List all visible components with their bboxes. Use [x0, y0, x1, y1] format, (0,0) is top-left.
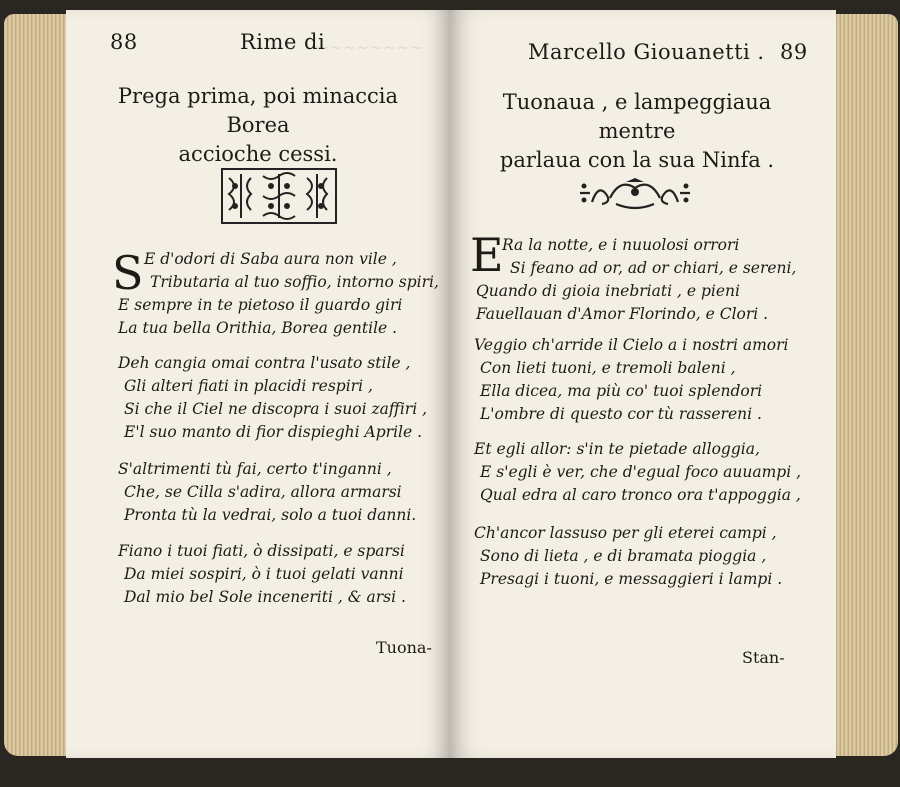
verse-line: Ch'ancor lassuso per gli eterei campi , — [474, 524, 777, 542]
verse-line: E'l suo manto di fior dispieghi Aprile . — [124, 423, 423, 441]
catchword: Stan- — [742, 648, 785, 667]
left-page — [66, 10, 450, 758]
verse-line: Deh cangia omai contra l'usato stile , — [118, 354, 411, 372]
running-head: Rime di — [240, 30, 326, 54]
page-number: 89 — [780, 40, 808, 64]
verse-line: L'ombre di questo cor tù rassereni . — [480, 405, 762, 423]
verse-line: Fiano i tuoi fiati, ò dissipati, e sparsi — [118, 542, 405, 560]
verse-line: Che, se Cilla s'adira, allora armarsi — [124, 483, 402, 501]
verse-line: Presagi i tuoni, e messaggieri i lampi . — [480, 570, 783, 588]
verse-line: Quando di gioia inebriati , e pieni — [476, 282, 740, 300]
verse-line: Ella dicea, ma più co' tuoi splendori — [480, 382, 763, 400]
verse-line: La tua bella Orithia, Borea gentile . — [118, 319, 398, 337]
poem-title — [86, 82, 430, 169]
stanza — [118, 540, 405, 609]
verse-line: Qual edra al caro tronco ora t'appoggia , — [480, 486, 801, 504]
verse-line: E sempre in te pietoso il guardo giri — [118, 296, 403, 314]
stanza — [476, 234, 797, 326]
verse-line: Da miei sospiri, ò i tuoi gelati vanni — [124, 565, 404, 583]
poem-title-line: parlaua con la sua Ninfa . — [499, 148, 775, 172]
verse-line: Et egli allor: s'in te pietade alloggia, — [474, 440, 760, 458]
right-page — [450, 10, 836, 758]
verse-line: Si feano ad or, ad or chiari, e sereni, — [510, 259, 797, 277]
poem-title-line: Tuonaua , e lampeggiaua mentre — [502, 90, 772, 143]
verse-line: Con lieti tuoni, e tremoli baleni , — [480, 359, 736, 377]
poem-title-line: accioche cessi. — [178, 142, 338, 166]
floral-headpiece-ornament — [221, 168, 337, 224]
verse-line: Sono di lieta , e di bramata pioggia , — [480, 547, 767, 565]
verse-line: E s'egli è ver, che d'egual foco auuampi , — [480, 463, 802, 481]
verse-line: Fauellauan d'Amor Florindo, e Clori . — [476, 305, 769, 323]
verse-line: Pronta tù la vedrai, solo a tuoi danni. — [124, 506, 417, 524]
verse-line: E d'odori di Saba aura non vile , — [144, 250, 397, 268]
page-edges-left — [4, 14, 66, 756]
verse-line: Ra la notte, e i nuuolosi orrori — [502, 236, 740, 254]
page-number: 88 — [110, 30, 138, 54]
stanza — [474, 522, 783, 591]
poem-title-line: Prega prima, poi minaccia Borea — [117, 84, 399, 137]
stanza — [118, 248, 439, 340]
verse-line: Gli alteri fiati in placidi respiri , — [124, 377, 373, 395]
stanza — [118, 352, 428, 444]
catchword: Tuona- — [376, 638, 432, 657]
stanza — [118, 458, 417, 527]
verse-line: S'altrimenti tù fai, certo t'inganni , — [118, 460, 392, 478]
stanza — [474, 438, 802, 507]
verse-line: Tributaria al tuo soffio, intorno spiri, — [150, 273, 439, 291]
scroll-headpiece-ornament — [576, 176, 694, 210]
drop-cap: E — [470, 228, 504, 282]
drop-cap: S — [112, 246, 144, 300]
show-through-text: ~~~~~~~~ — [316, 38, 424, 57]
stanza — [474, 334, 789, 426]
verse-line: Dal mio bel Sole inceneriti , & arsi . — [124, 588, 406, 606]
page-edges-right — [836, 14, 898, 756]
verse-line: Veggio ch'arride il Cielo a i nostri amori — [474, 336, 789, 354]
running-head: Marcello Giouanetti . — [528, 40, 765, 64]
verse-line: Si che il Ciel ne discopra i suoi zaffiri , — [124, 400, 428, 418]
poem-title — [464, 88, 810, 175]
